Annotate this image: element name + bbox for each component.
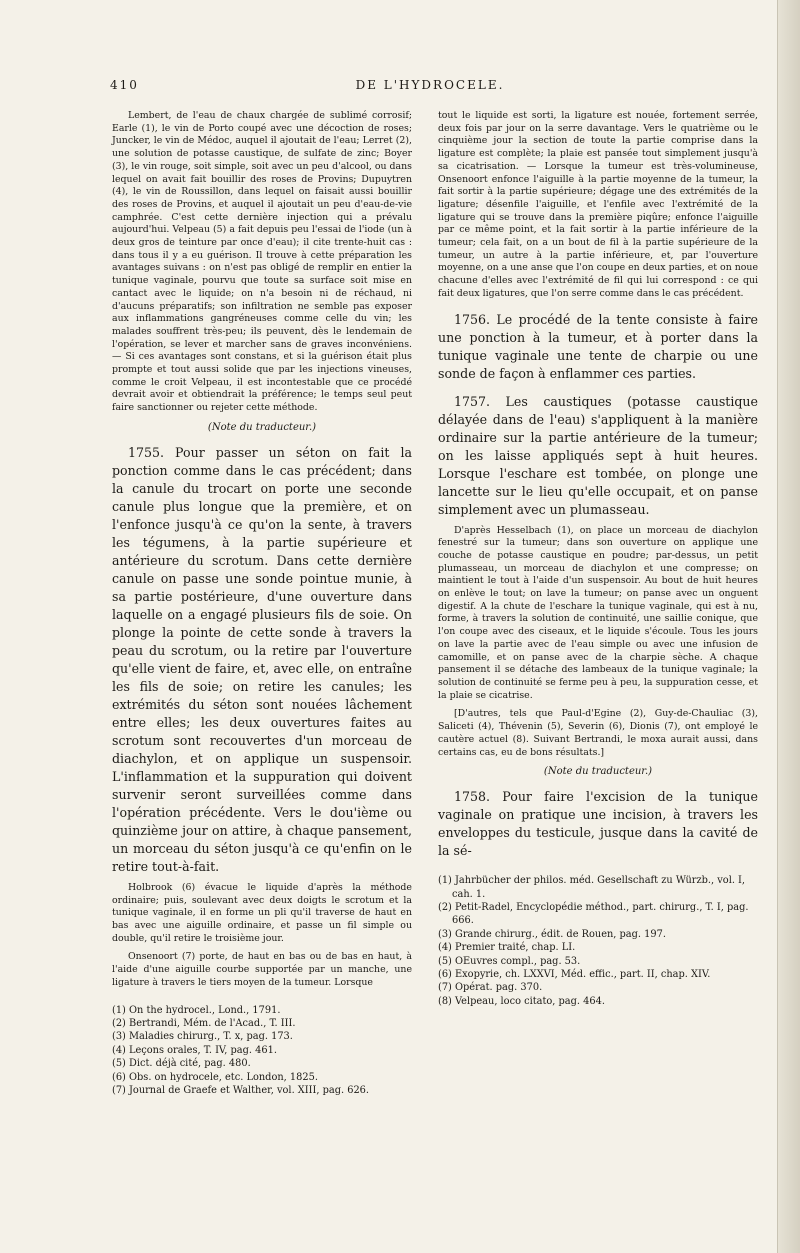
footnote: (3) Maladies chirurg., T. x, pag. 173. [112,1031,293,1043]
translator-note: (Note du traducteur.) [207,421,317,433]
page-edge [777,0,800,1253]
section-1756: 1756. Le procédé de la tente consiste à faire une ponction à la tumeur, et à porter dans la tunique vaginale une tente de charpie ou une sonde de façon à enflammer ces parties. [438,311,758,381]
footnote: (7) Opérat. pag. 370. [438,982,543,994]
right-column [438,110,758,1008]
footnote: (8) Velpeau, loco citato, pag. 464. [438,995,605,1007]
paragraph: D'après Hesselbach (1), on place un morceau de diachylon fenestré sur la tumeur; dans son ouverture on applique une couche de potasse caustique en poudre; par-dessus, un petit plumasseau, un morceau de diachylon et une compresse; on maintient le tout à l'aide d'un suspensoir. Au bout de huit heures on enlève le tout; on lave la tumeur; on panse avec un onguent digestif. A la chute de l'eschare la tunique vaginale, qui est à nu, forme, à travers la solution de continuité, une saillie conique, que l'on coupe avec des ciseaux, et le liquide s'écoule. Tous les jours on lave la partie avec de l'eau simple ou avec une infusion de camomille, et on panse avec de la charpie sèche. A chaque pansement il se détache des lambeaux de la tunique vaginale; la solution de continuité se ferme peu à peu, la suppuration cesse, et la plaie se cicatrise. [438,524,758,701]
footnote: (4) Premier traité, chap. LI. [438,942,576,954]
footnotes [438,874,758,1008]
footnote: (5) Dict. déjà cité, pag. 480. [112,1058,251,1070]
footnote: (4) Leçons orales, T. IV, pag. 461. [112,1044,277,1056]
footnote: (6) Exopyrie, ch. LXXVI, Méd. effic., part. II, chap. XIV. [438,969,711,981]
paragraph: tout le liquide est sorti, la ligature est nouée, fortement serrée, deux fois par jour on la serre davantage. Vers le quatrième ou le cinquième jour la section de toute la partie comprise dans la ligature est complète; la plaie est pansée tout simplement jusqu'à sa cicatrisation. — Lorsque la tumeur est très-volumineuse, Onsenoort enfonce l'aiguille à la partie moyenne de la tumeur, la fait sortir à la partie supérieure; dégage une des extrémités de la ligature; désenfile l'aiguille, et l'enfile avec l'extrémité de la ligature qui se trouve dans la première piqûre; enfonce l'aiguille par ce même point, et la fait sortir à la partie inférieure de la tumeur; cela fait, on a un bout de fil à la partie supérieure de la tumeur, un autre à la partie inférieure, et, par l'ouverture moyenne, on a une anse que l'on coupe en deux parties, et on noue chacune d'elles avec l'extrémité de fil qui lui correspond : ce qui fait deux ligatures, que l'on serre comme dans le cas précédent. [438,110,758,299]
paragraph: Lembert, de l'eau de chaux chargée de sublimé corrosif; Earle (1), le vin de Porto coupé avec une décoction de roses; Juncker, le vin de Médoc, auquel il ajoutait de l'eau; Lerret (2), une solution de potasse caustique, de sulfate de zinc; Boyer (3), le vin rouge, soit simple, soit avec un peu d'alcool, ou dans lequel on avait fait bouillir des roses de Provins; Dupuytren (4), le vin de Roussillon, dans lequel on faisait aussi bouillir des roses de Provins, et auquel il ajoutait un peu d'eau-de-vie camphrée. C'est cette dernière injection qui a prévalu aujourd'hui. Velpeau (5) a fait depuis peu l'essai de l'iode (un à deux gros de teinture par once d'eau); il cite trente-huit cas : dans tous il y a eu guérison. Il trouve à cette préparation les avantages suivans : on n'est pas obligé de remplir en entier la tunique vaginale, pourvu que toute sa surface soit mise en cantact avec le liquide; on n'a besoin ni de réchaud, ni d'aucuns préparatifs; son infiltration ne semble pas exposer aux inflammations gangréneuses comme celle du vin; les malades souffrent très-peu; ils peuvent, dès le lendemain de l'opération, se lever et marcher sans de graves inconvéniens. — Si ces avantages sont constans, et si la guérison était plus prompte et tout aussi solide que par les injections vineuses, comme le croit Velpeau, il est incontestable que ce procédé devrait avoir et obtiendrait la préférence; le temps seul peut faire sanctionner ou rejeter cette méthode. [112,110,412,414]
footnote: (7) Journal de Graefe et Walther, vol. XIII, pag. 626. [112,1084,370,1096]
paragraph: Onsenoort (7) porte, de haut en bas ou de bas en haut, à l'aide d'une aiguille courbe supportée par un manche, une ligature à travers le tiers moyen de la tumeur. Lorsque [112,951,412,988]
footnote: (2) Petit-Radel, Encyclopédie méthod., part. chirurg., T. I, pag. 666. [438,902,749,927]
footnote: (5) OEuvres compl., pag. 53. [438,955,581,967]
section-1758: 1758. Pour faire l'excision de la tunique vaginale on pratique une incision, à travers les enveloppes du testicule, jusque dans la cavité de la sé- [438,789,758,859]
footnote: (1) On the hydrocel., Lond., 1791. [112,1004,281,1016]
footnote: (3) Grande chirurg., édit. de Rouen, pag. 197. [438,928,666,940]
section-1757: 1757. Les caustiques (potasse caustique délayée dans de l'eau) s'appliquent à la manière ordinaire sur la partie antérieure de la tumeur; on les laisse appliqués sept à huit heures. Lorsque l'eschare est tombée, on plonge une lancette sur le lieu qu'elle occupait, et on panse simplement avec un plumasseau. [438,393,758,517]
footnotes [112,1004,412,1098]
footnote: (6) Obs. on hydrocele, etc. London, 1825. [112,1071,318,1083]
section-1755: 1755. Pour passer un séton on fait la ponction comme dans le cas précédent; dans la canule du trocart on porte une seconde canule plus longue que la première, et on l'enfonce jusqu'à ce qu'on la sente, à travers les tégumens, à la partie supérieure et antérieure du scrotum. Dans cette dernière canule on passe une sonde pointue munie, à sa partie postérieure, d'une ouverture dans laquelle on a engagé plusieurs fils de soie. On plonge la pointe de cette sonde à travers la peau du scrotum, ou la retire par l'ouverture qu'elle vient de faire, et, avec elle, on entraîne les fils de soie; on retire les canules; les extrémités du séton sont nouées lâchement entre elles; les deux ouvertures faites au scrotum sont recouvertes d'un morceau de diachylon, et on applique un suspensoir. L'inflammation et la suppuration qui doivent survenir seront surveillées comme dans l'opération précédente. Vers le dou'ième ou quinzième jour on attire, à chaque pansement, un morceau du séton jusqu'à ce qu'enfin on le retire tout-à-fait. [112,444,412,874]
translator-note: (Note du traducteur.) [543,766,653,778]
running-title: DE L'HYDROCELE. [355,78,505,92]
footnote: (1) Jahrbücher der philos. méd. Gesellschaft zu Würzb., vol. I, cah. 1. [438,875,746,900]
page-number: 410 [110,78,139,92]
paragraph: [D'autres, tels que Paul-d'Egine (2), Guy-de-Chauliac (3), Saliceti (4), Thévenin (5), Severin (6), Dionis (7), ont employé le cautère actuel (8). Suivant Bertrandi, le moxa aurait aussi, dans certains cas, eu de bons résultats.] [438,708,758,758]
left-column [112,110,412,1097]
footnote: (2) Bertrandi, Mém. de l'Acad., T. III. [112,1017,296,1029]
paragraph: Holbrook (6) évacue le liquide d'après la méthode ordinaire; puis, soulevant avec deux doigts le scrotum et la tunique vaginale, il en forme un pli qu'il traverse de haut en bas avec une aiguille ordinaire, et passe un fil simple ou double, qu'il retire le troisième jour. [112,881,412,944]
